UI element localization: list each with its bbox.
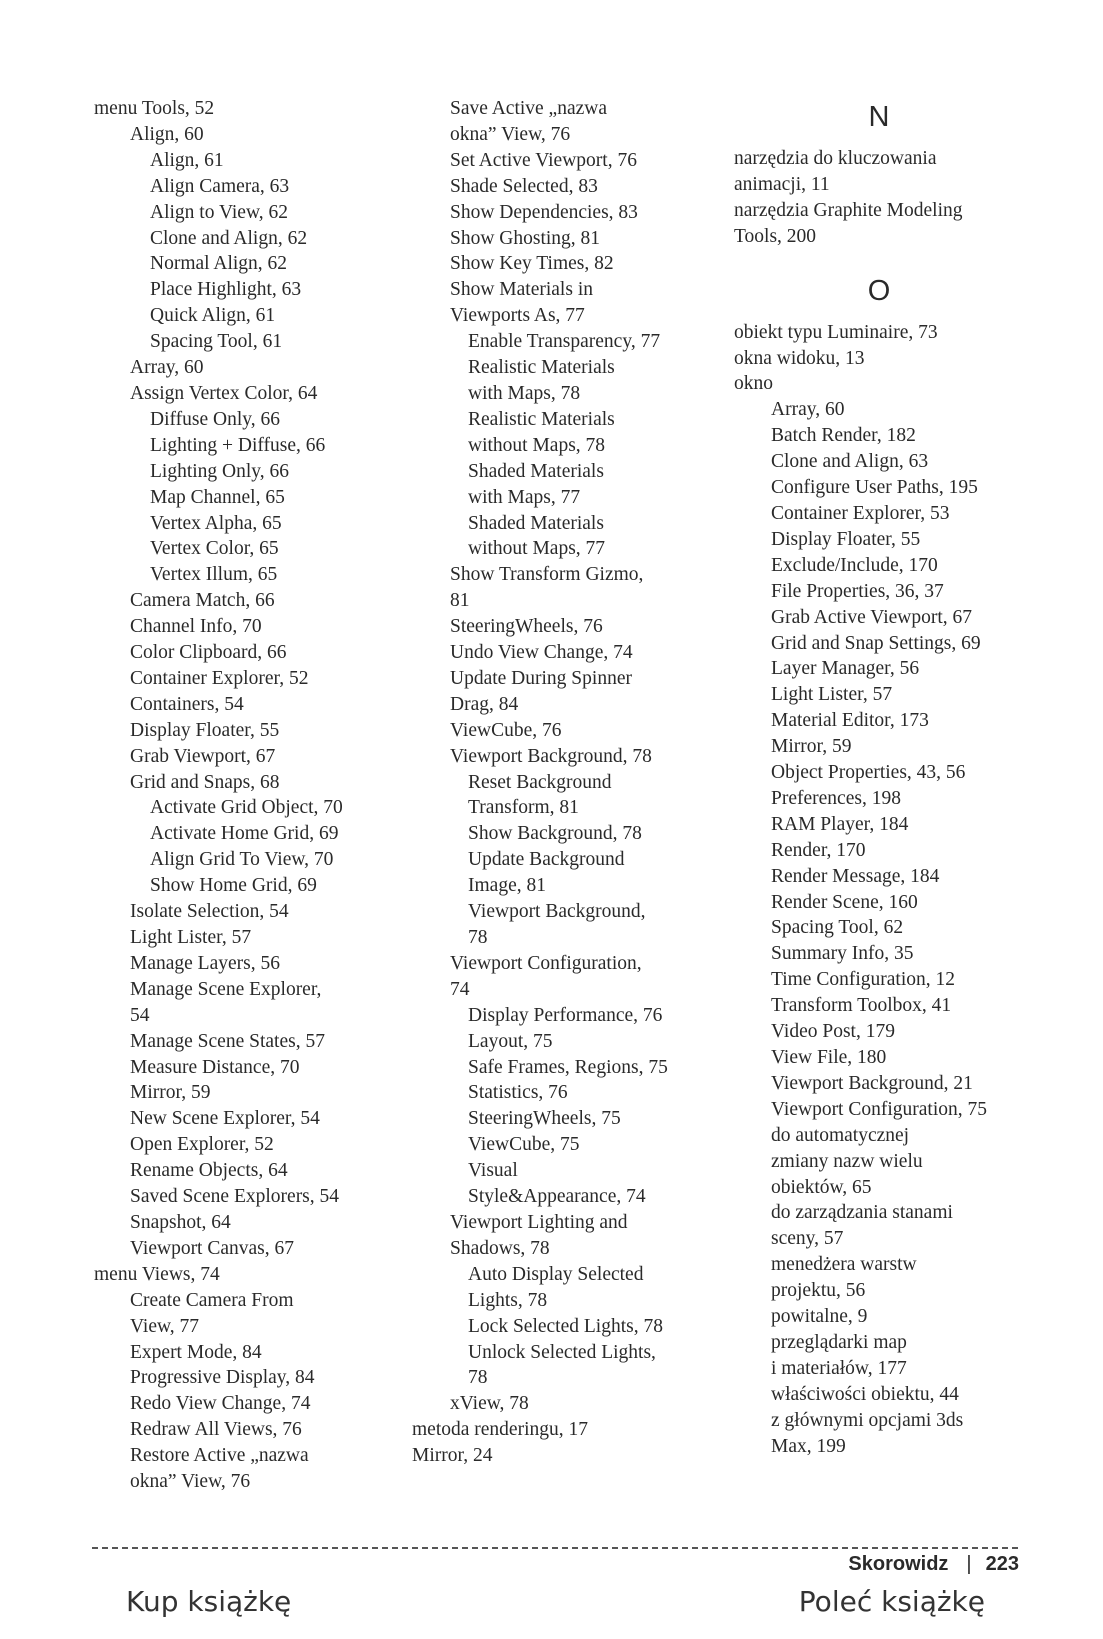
index-entry-line: 74 — [450, 978, 470, 1000]
index-entry: Align, 60 — [130, 123, 204, 145]
index-entry: Activate Home Grid, 69 — [150, 823, 339, 845]
index-entry-line: Viewport Lighting and — [450, 1211, 628, 1233]
index-entry: Container Explorer, 52 — [130, 667, 309, 689]
index-entry-line: without Maps, 78 — [468, 434, 606, 456]
index-entry: Exclude/Include, 170 — [771, 554, 938, 576]
index-entry: Lock Selected Lights, 78 — [468, 1315, 663, 1337]
index-entry-line: sceny, 57 — [771, 1228, 844, 1250]
index-entry-line: menedżera warstw — [771, 1254, 917, 1276]
index-entry-line: okna” View, 76 — [130, 1471, 251, 1493]
index-entry — [468, 770, 712, 822]
index-entry: Layer Manager, 56 — [771, 658, 920, 680]
index-entry: RAM Player, 184 — [771, 813, 909, 835]
index-entry: Undo View Change, 74 — [450, 642, 633, 664]
index-entry-line: 78 — [468, 1367, 488, 1389]
index-entry-line: Drag, 84 — [450, 693, 519, 715]
index-entry — [468, 1158, 712, 1210]
index-entry: Manage Layers, 56 — [130, 952, 280, 974]
index-column-2 — [412, 96, 712, 1469]
index-entry: Snapshot, 64 — [130, 1211, 231, 1233]
index-entry: Configure User Paths, 195 — [771, 477, 978, 499]
index-entry-line: i materiałów, 177 — [771, 1357, 907, 1379]
index-entry: Array, 60 — [130, 357, 204, 379]
index-entry: Viewport Background, 21 — [771, 1072, 973, 1094]
index-entry-line: animacji, 11 — [734, 173, 830, 195]
section-letter-n: N — [868, 101, 890, 133]
index-entry-line: do zarządzania stanami — [771, 1202, 953, 1224]
index-column-3 — [734, 96, 1064, 1460]
index-entry-line: zmiany nazw wielu — [771, 1150, 923, 1172]
index-entry: Vertex Color, 65 — [150, 538, 279, 560]
index-entry — [468, 459, 712, 511]
index-entry: Manage Scene States, 57 — [130, 1030, 325, 1052]
index-entry-line: przeglądarki map — [771, 1331, 907, 1353]
index-entry-line: Reset Background — [468, 771, 612, 793]
index-entry-line: projektu, 56 — [771, 1280, 866, 1302]
index-entry-line: Lights, 78 — [468, 1289, 548, 1311]
index-entry — [450, 666, 712, 718]
index-entry — [450, 96, 712, 148]
index-entry: Object Properties, 43, 56 — [771, 762, 966, 784]
index-entry-line: narzędzia Graphite Modeling — [734, 199, 963, 221]
index-entry — [450, 562, 712, 614]
buy-book-link[interactable]: Kup książkę — [126, 1585, 292, 1618]
index-entry: New Scene Explorer, 54 — [130, 1108, 320, 1130]
index-entry: Preferences, 198 — [771, 787, 901, 809]
index-entry: Show Background, 78 — [468, 823, 642, 845]
index-entry: Display Floater, 55 — [771, 528, 921, 550]
index-entry: Vertex Illum, 65 — [150, 564, 278, 586]
index-entry: Channel Info, 70 — [130, 616, 262, 638]
index-entry: Grid and Snap Settings, 69 — [771, 632, 981, 654]
index-entry: Saved Scene Explorers, 54 — [130, 1186, 340, 1208]
index-entry: Render Scene, 160 — [771, 891, 918, 913]
index-entry: Measure Distance, 70 — [130, 1056, 300, 1078]
index-entry-line: Visual — [468, 1160, 518, 1182]
index-entry: Quick Align, 61 — [150, 305, 276, 327]
index-entry — [771, 1330, 1064, 1382]
footer-section-title: Skorowidz — [848, 1553, 949, 1575]
index-entry: Viewport Configuration, 75 — [771, 1098, 988, 1120]
index-entry: xView, 78 — [450, 1393, 529, 1415]
index-entry-line: Update During Spinner — [450, 667, 632, 689]
index-entry — [771, 1200, 1064, 1252]
index-entry: Spacing Tool, 61 — [150, 331, 283, 353]
index-entry: Statistics, 76 — [468, 1082, 568, 1104]
index-entry — [468, 407, 712, 459]
index-entry — [450, 951, 712, 1003]
index-entry-line: Show Transform Gizmo, — [450, 564, 644, 586]
index-entry — [468, 899, 712, 951]
index-entry-line: Shaded Materials — [468, 512, 604, 534]
index-entry: Render Message, 184 — [771, 865, 940, 887]
index-entry: Isolate Selection, 54 — [130, 901, 289, 923]
index-entry — [771, 1252, 1064, 1304]
index-entry: Display Performance, 76 — [468, 1004, 663, 1026]
index-entry: SteeringWheels, 76 — [450, 616, 603, 638]
index-entry — [771, 1123, 1064, 1201]
index-entry: Progressive Display, 84 — [130, 1367, 315, 1389]
index-entry: Map Channel, 65 — [150, 486, 285, 508]
index-entry: Camera Match, 66 — [130, 590, 275, 612]
running-footer — [848, 1553, 1019, 1576]
index-entry: Assign Vertex Color, 64 — [130, 382, 318, 404]
section-letter-o: O — [867, 274, 891, 307]
index-entry: Light Lister, 57 — [130, 927, 252, 948]
index-entry-line: Create Camera From — [130, 1289, 294, 1311]
footer-separator: | — [966, 1553, 972, 1575]
index-entry-line: Realistic Materials — [468, 357, 615, 379]
index-entry: okna widoku, 13 — [734, 347, 865, 369]
index-entry — [734, 146, 1064, 198]
index-entry — [468, 511, 712, 563]
index-entry: właściwości obiektu, 44 — [771, 1383, 959, 1405]
index-column-1 — [94, 96, 434, 1495]
index-entry: Safe Frames, Regions, 75 — [468, 1056, 668, 1078]
index-entry: Grid and Snaps, 68 — [130, 771, 280, 793]
index-entry: menu Views, 74 — [94, 1263, 220, 1285]
index-entry-line: Viewport Background, — [468, 901, 646, 923]
index-entry: metoda renderingu, 17 — [412, 1419, 588, 1441]
index-entry: Grab Viewport, 67 — [130, 745, 276, 767]
index-entry-line: Unlock Selected Lights, — [468, 1341, 656, 1363]
index-entry-line: with Maps, 77 — [468, 486, 581, 508]
index-entry-line: Image, 81 — [468, 875, 546, 897]
index-entry-line: Tools, 200 — [734, 225, 817, 247]
index-entry-line: Auto Display Selected — [468, 1263, 644, 1285]
index-entry: Align to View, 62 — [150, 201, 289, 223]
index-entry-line: Transform, 81 — [468, 797, 579, 819]
index-entry: Rename Objects, 64 — [130, 1160, 288, 1182]
index-entry: Enable Transparency, 77 — [468, 331, 661, 353]
index-entry: Video Post, 179 — [771, 1021, 895, 1043]
index-entry: Display Floater, 55 — [130, 719, 280, 741]
index-entry: Batch Render, 182 — [771, 425, 916, 447]
index-entry — [468, 1262, 712, 1314]
index-entry-line: Show Materials in — [450, 279, 593, 301]
index-entry-line: narzędzia do kluczowania — [734, 148, 937, 169]
index-entry: Layout, 75 — [468, 1030, 553, 1052]
index-entry-line: Viewports As, 77 — [450, 305, 585, 327]
index-entry-line: Manage Scene Explorer, — [130, 978, 322, 1000]
index-entry: SteeringWheels, 75 — [468, 1108, 621, 1130]
index-entry — [771, 1408, 1064, 1460]
index-entry — [450, 1210, 712, 1262]
index-entry: ViewCube, 75 — [468, 1134, 580, 1156]
index-entry-line: Viewport Configuration, — [450, 952, 642, 974]
index-entry-line: Shaded Materials — [468, 460, 604, 482]
index-entry-line: 81 — [450, 590, 470, 612]
index-entry: Grab Active Viewport, 67 — [771, 606, 973, 628]
index-entry: Clone and Align, 63 — [771, 451, 929, 473]
index-entry-line: Save Active „nazwa — [450, 98, 608, 119]
index-entry: Align Camera, 63 — [150, 175, 290, 197]
index-entry — [130, 977, 434, 1029]
index-entry: Lighting Only, 66 — [150, 460, 290, 482]
index-entry-line: Style&Appearance, 74 — [468, 1186, 646, 1208]
index-entry: powitalne, 9 — [771, 1306, 868, 1328]
index-entry-line: 78 — [468, 927, 488, 948]
index-entry: Color Clipboard, 66 — [130, 642, 287, 664]
index-entry: obiekt typu Luminaire, 73 — [734, 321, 938, 343]
index-entry-line: Max, 199 — [771, 1435, 846, 1457]
index-entry: Show Ghosting, 81 — [450, 227, 601, 249]
index-entry — [130, 1443, 434, 1495]
index-entry — [734, 198, 1064, 250]
index-entry: menu Tools, 52 — [94, 98, 215, 119]
page-number: 223 — [985, 1553, 1019, 1575]
index-entry — [468, 847, 712, 899]
index-entry: Vertex Alpha, 65 — [150, 512, 282, 534]
index-entry: Containers, 54 — [130, 693, 244, 715]
index-entry — [130, 1288, 434, 1340]
index-entry: Open Explorer, 52 — [130, 1134, 274, 1156]
index-entry-line: with Maps, 78 — [468, 382, 581, 404]
index-entry-line: without Maps, 77 — [468, 538, 606, 560]
index-entry-line: do automatycznej — [771, 1124, 910, 1146]
index-entry: Transform Toolbox, 41 — [771, 995, 952, 1017]
index-entry-line: okna” View, 76 — [450, 123, 571, 145]
index-entry: Material Editor, 173 — [771, 710, 929, 732]
index-entry: Render, 170 — [771, 839, 866, 861]
index-entry: Diffuse Only, 66 — [150, 408, 280, 430]
index-entry: Light Lister, 57 — [771, 684, 893, 706]
index-entry: Viewport Canvas, 67 — [130, 1237, 295, 1259]
index-entry-line: Realistic Materials — [468, 408, 615, 430]
index-entry: Mirror, 59 — [130, 1082, 211, 1104]
index-entry: Redraw All Views, 76 — [130, 1419, 302, 1441]
index-entry: Summary Info, 35 — [771, 943, 914, 965]
index-entry: Activate Grid Object, 70 — [150, 797, 343, 819]
index-entry: ViewCube, 76 — [450, 719, 562, 741]
index-entry: View File, 180 — [771, 1047, 887, 1068]
index-entry: Show Key Times, 82 — [450, 253, 614, 275]
index-entry: Shade Selected, 83 — [450, 175, 598, 197]
index-entry: Lighting + Diffuse, 66 — [150, 434, 326, 456]
index-entry-line: obiektów, 65 — [771, 1176, 872, 1198]
index-entry: Align, 61 — [150, 149, 224, 171]
index-entry-line: Shadows, 78 — [450, 1237, 550, 1259]
index-entry: Time Configuration, 12 — [771, 969, 955, 991]
footer-divider — [92, 1547, 1018, 1549]
index-entry: Container Explorer, 53 — [771, 502, 950, 524]
index-entry: okno — [734, 373, 773, 395]
index-entry-line: Update Background — [468, 849, 625, 871]
index-entry: Array, 60 — [771, 399, 845, 421]
index-entry — [468, 1340, 712, 1392]
index-entry: Viewport Background, 78 — [450, 745, 652, 767]
index-entry: Spacing Tool, 62 — [771, 917, 904, 939]
index-entry: Expert Mode, 84 — [130, 1341, 262, 1363]
index-entry: Redo View Change, 74 — [130, 1393, 311, 1415]
recommend-book-link[interactable]: Poleć książkę — [798, 1585, 985, 1618]
index-entry: Place Highlight, 63 — [150, 279, 302, 301]
index-entry: Align Grid To View, 70 — [150, 849, 334, 871]
index-entry: File Properties, 36, 37 — [771, 580, 944, 602]
index-entry: Clone and Align, 62 — [150, 227, 308, 249]
index-entry-line: z głównymi opcjami 3ds — [771, 1409, 964, 1431]
index-entry: Set Active Viewport, 76 — [450, 149, 637, 171]
index-entry: Show Dependencies, 83 — [450, 201, 638, 223]
index-entry — [450, 277, 712, 329]
index-entry-line: Restore Active „nazwa — [130, 1445, 309, 1467]
index-entry-line: View, 77 — [130, 1315, 200, 1337]
index-entry: Show Home Grid, 69 — [150, 875, 317, 897]
index-entry-line: 54 — [130, 1004, 150, 1026]
index-entry: Mirror, 24 — [412, 1445, 493, 1467]
index-entry — [468, 355, 712, 407]
index-entry: Mirror, 59 — [771, 736, 852, 758]
index-entry: Normal Align, 62 — [150, 253, 288, 275]
